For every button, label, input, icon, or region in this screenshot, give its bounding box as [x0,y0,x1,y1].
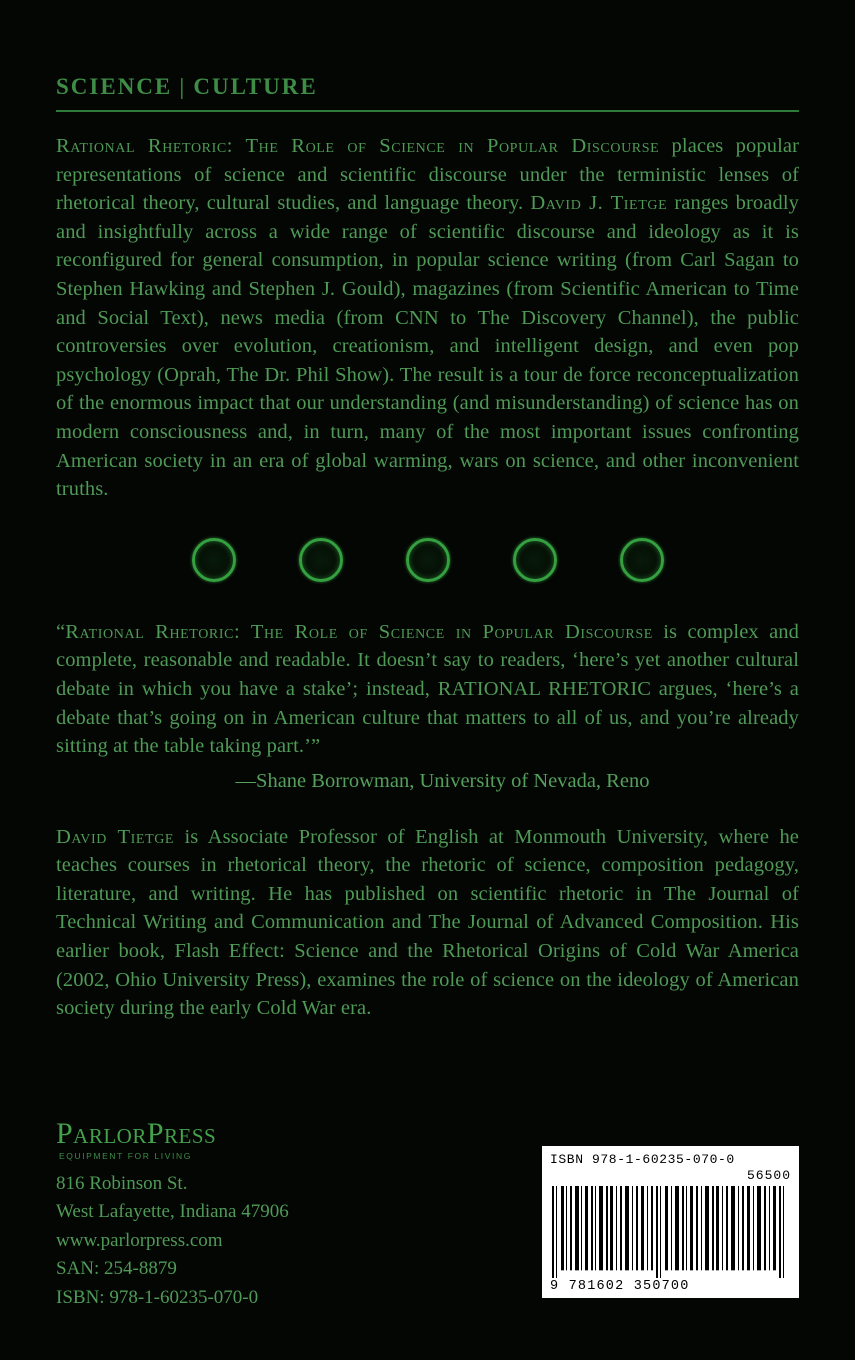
series-rule [56,110,799,112]
barcode-price-code: 56500 [746,1168,791,1183]
publisher-address-line1: 816 Robinson St. [56,1172,188,1194]
publisher-tagline: EQUIPMENT FOR LIVING [59,1150,192,1161]
publisher-logo-part2: Press [146,1117,217,1150]
publisher-address-line2: West Lafayette, Indiana 47906 [56,1201,289,1222]
blurb-author-name: David J. Tietge [530,192,668,215]
blurb-text-2: ranges broadly and insightfully across a wide range of scientific discourse and ideology as it is reconfigured for general consumption, in popular science writing (from Carl Sagan to Stephen Hawking and Stephen J. Gould), magazines (from Scientific American to Time and Social Text), news media (from CNN to The Discovery Channel), the public controversies over evolution, creationism, and intelligent design, and even pop psychology (Oprah, The Dr. Phil Show). The result is a tour de force reconceptualization of the enormous impact that our understanding (and misunderstanding) of science has on modern consciousness and, in turn, many of the most important issues confronting American society in an era of global warming, wars on science, and other inconvenient truths. [56,192,799,501]
quote-book-title: Rational Rhetoric: The Role of Science in Popular Discourse [65,620,653,643]
bio-text: is Associate Professor of English at Monmouth University, where he teaches courses in rhetorical theory, the rhetoric of science, composition pedagogy, literature, and writing. He has published on scientific rhetoric in The Journal of Technical Writing and Communication and The Journal of Advanced Composition. His earlier book, Flash Effect: Science and the Rhetorical Origins of Cold War America (2002, Ohio University Press), examines the role of science on the ideology of American society during the early Cold War era. [56,825,799,1020]
series-heading [56,74,799,108]
publisher-san: SAN: 254-8879 [56,1258,177,1279]
publisher-logo-part1: Parlor [56,1117,147,1150]
dot-ornament [299,538,343,582]
blurb-paragraph [56,132,799,504]
publisher-block [56,1118,476,1312]
barcode-block [542,1146,799,1298]
bio-author-name: David Tietge [56,825,175,848]
series-left-label: SCIENCE [56,74,173,99]
series-right-label: CULTURE [193,74,318,99]
dot-ornament [406,538,450,582]
quote-open-mark: “ [56,620,66,643]
publisher-website[interactable]: www.parlorpress.com [56,1229,223,1251]
series-divider: | [179,74,187,99]
dot-ornament [192,538,236,582]
quote-text: is complex and complete, reasonable and readable. It doesn’t say to readers, ‘here’s yet another cultural debate in which you have a stake’; instead, RATIONAL RHETORIC argues, ‘here’s a debate that’s going on in American culture that matters to all of us, and you’re already sitting at the table taking part.’” [56,620,799,758]
publisher-logo [56,1118,476,1150]
barcode-digits: 9 781602 350700 [550,1279,690,1294]
review-quote [56,618,799,761]
quote-attribution: —Shane Borrowman, University of Nevada, Reno [235,769,650,792]
publisher-isbn: ISBN: 978-1-60235-070-0 [56,1286,259,1308]
barcode-bars-icon [550,1186,791,1278]
blurb-book-title: Rational Rhetoric: The Role of Science in Popular Discourse [56,135,660,157]
dot-ornament [513,538,557,582]
author-bio [56,823,799,1023]
blurb-text-1: places popular representations of science and scientific discourse under the terministic lenses of rhetorical theory, cultural studies, and language theory. [56,135,799,215]
barcode-isbn-label: ISBN 978-1-60235-070-0 [550,1152,735,1167]
dot-ornament-row [56,538,799,582]
dot-ornament [620,538,664,582]
